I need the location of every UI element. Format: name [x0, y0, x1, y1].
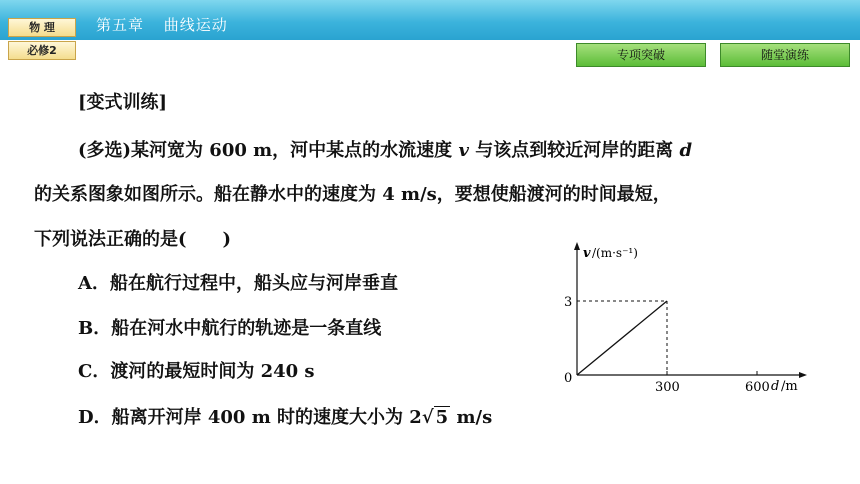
option-d[interactable] — [78, 403, 492, 429]
y-label-unit: /(m·s⁻¹) — [592, 246, 638, 260]
y-tick-label-3: 3 — [564, 295, 573, 310]
origin-label: 0 — [564, 371, 573, 386]
option-b[interactable]: B．船在河水中航行的轨迹是一条直线 — [78, 318, 382, 339]
practice-button[interactable]: 随堂演练 — [720, 43, 850, 67]
chart-marks — [564, 295, 770, 395]
question-text-1b: 与该点到较近河岸的距离 — [468, 140, 680, 161]
x-label-var: d — [771, 379, 780, 394]
option-d-unit: m/s — [450, 407, 493, 428]
question-line-3: 下列说法正确的是( ) — [34, 229, 232, 250]
volume-tag: 必修2 — [8, 41, 76, 60]
y-label-var: v — [583, 246, 591, 261]
special-topic-button[interactable]: 专项突破 — [576, 43, 706, 67]
chapter-number: 第五章 — [96, 16, 145, 34]
header-bar — [0, 0, 860, 40]
chapter-title — [96, 14, 242, 35]
chapter-name: 曲线运动 — [163, 16, 228, 34]
option-a[interactable]: A．船在航行过程中，船头应与河岸垂直 — [78, 273, 398, 294]
exercise-heading: [变式训练] — [78, 92, 168, 113]
sqrt-radicand: 5 — [435, 407, 449, 428]
distance-symbol: d — [679, 140, 693, 161]
velocity-line — [577, 301, 667, 375]
option-c[interactable]: C．渡河的最短时间为 240 s — [78, 361, 315, 382]
velocity-symbol: v — [458, 140, 469, 161]
velocity-distance-graph — [555, 238, 815, 398]
question-line-2: 的关系图象如图所示。船在静水中的速度为 4 m/s，要想使船渡河的时间最短， — [34, 184, 671, 205]
x-tick-label-600: 600 — [745, 380, 770, 395]
y-axis-arrow — [574, 242, 580, 250]
x-tick-label-300: 300 — [655, 380, 680, 395]
x-axis-arrow — [799, 372, 807, 378]
sqrt-sign: √ — [421, 407, 434, 428]
question-text-1a: (多选)某河宽为 600 m，河中某点的水流速度 — [78, 140, 459, 161]
option-d-text: D．船离开河岸 400 m 时的速度大小为 2 — [78, 407, 422, 428]
x-label-unit: /m — [781, 379, 798, 394]
subject-tag: 物 理 — [8, 18, 76, 37]
question-line-1 — [78, 136, 692, 162]
